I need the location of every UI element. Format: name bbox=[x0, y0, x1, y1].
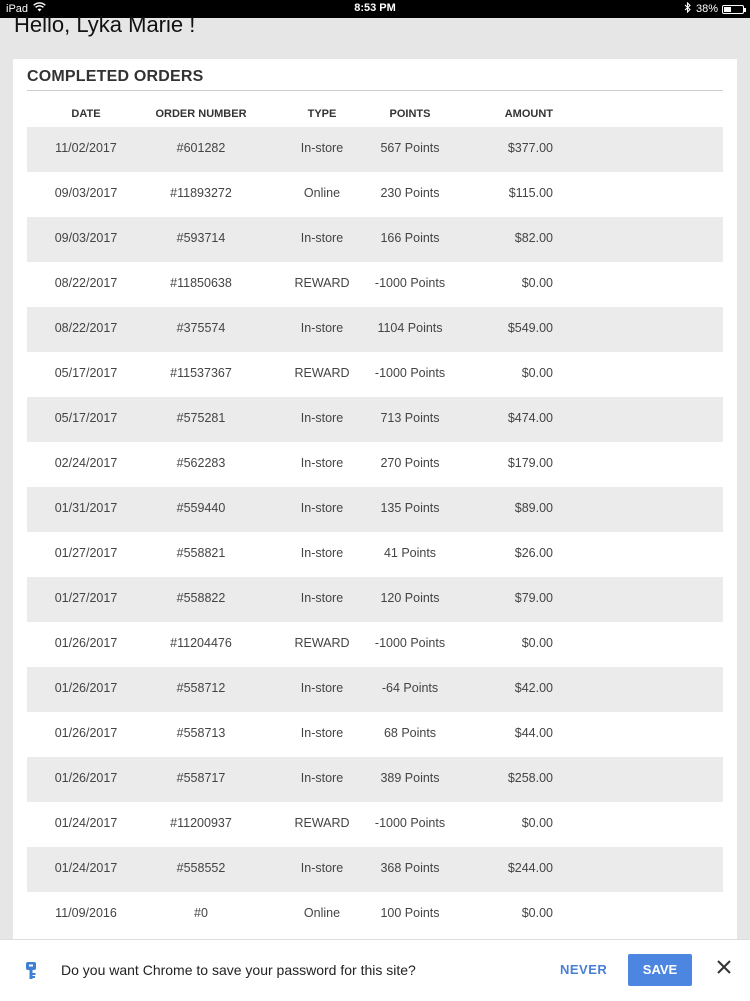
order-points: 68 Points bbox=[383, 726, 437, 740]
header-type: TYPE bbox=[307, 108, 337, 120]
order-points: 120 Points bbox=[380, 591, 440, 605]
table-row bbox=[27, 352, 723, 397]
order-points: -1000 Points bbox=[374, 816, 446, 830]
order-points: 713 Points bbox=[380, 411, 440, 425]
save-button[interactable]: SAVE bbox=[628, 954, 692, 986]
table-row bbox=[27, 397, 723, 442]
order-amount: $244.00 bbox=[507, 861, 553, 875]
order-number: #558821 bbox=[176, 546, 226, 560]
order-date: 08/22/2017 bbox=[54, 321, 118, 335]
order-points: -1000 Points bbox=[374, 636, 446, 650]
order-points: 389 Points bbox=[380, 771, 440, 785]
order-number: #558717 bbox=[176, 771, 226, 785]
order-points: 135 Points bbox=[380, 501, 440, 515]
order-type: In-store bbox=[300, 411, 344, 425]
order-amount: $0.00 bbox=[521, 816, 553, 830]
order-points: 1104 Points bbox=[377, 321, 443, 335]
order-points: 41 Points bbox=[383, 546, 437, 560]
order-amount: $89.00 bbox=[514, 501, 553, 515]
close-icon[interactable] bbox=[715, 958, 733, 976]
order-number: #558552 bbox=[176, 861, 226, 875]
table-row bbox=[27, 487, 723, 532]
order-date: 05/17/2017 bbox=[54, 411, 118, 425]
status-right bbox=[684, 2, 744, 16]
key-icon bbox=[24, 962, 38, 980]
order-amount: $42.00 bbox=[514, 681, 553, 695]
table-row bbox=[27, 307, 723, 352]
order-type: In-store bbox=[300, 681, 344, 695]
order-amount: $82.00 bbox=[514, 231, 553, 245]
order-date: 01/26/2017 bbox=[54, 681, 118, 695]
order-type: Online bbox=[303, 186, 341, 200]
table-row bbox=[27, 442, 723, 487]
table-row bbox=[27, 667, 723, 712]
save-password-message: Do you want Chrome to save your password for this site? bbox=[61, 962, 416, 978]
order-type: In-store bbox=[300, 456, 344, 470]
order-number: #558822 bbox=[176, 591, 226, 605]
order-number: #559440 bbox=[176, 501, 226, 515]
never-button[interactable]: NEVER bbox=[560, 962, 608, 977]
order-date: 01/24/2017 bbox=[54, 816, 118, 830]
status-time: 8:53 PM bbox=[354, 2, 396, 14]
order-date: 01/26/2017 bbox=[54, 636, 118, 650]
order-amount: $474.00 bbox=[507, 411, 553, 425]
battery-icon bbox=[722, 5, 744, 14]
order-amount: $79.00 bbox=[514, 591, 553, 605]
order-amount: $0.00 bbox=[521, 276, 553, 290]
table-row bbox=[27, 847, 723, 892]
order-amount: $26.00 bbox=[514, 546, 553, 560]
order-number: #375574 bbox=[176, 321, 226, 335]
order-date: 05/17/2017 bbox=[54, 366, 118, 380]
order-type: REWARD bbox=[294, 276, 350, 290]
order-date: 01/26/2017 bbox=[54, 726, 118, 740]
order-points: 166 Points bbox=[380, 231, 440, 245]
order-type: In-store bbox=[300, 546, 344, 560]
order-date: 09/03/2017 bbox=[54, 186, 118, 200]
completed-orders-card bbox=[13, 59, 737, 949]
order-date: 01/26/2017 bbox=[54, 771, 118, 785]
header-points: POINTS bbox=[389, 108, 431, 120]
order-amount: $115.00 bbox=[508, 186, 553, 200]
order-type: In-store bbox=[300, 231, 344, 245]
order-points: -1000 Points bbox=[374, 276, 446, 290]
table-row bbox=[27, 757, 723, 802]
header-date: DATE bbox=[71, 108, 101, 120]
order-points: -1000 Points bbox=[374, 366, 446, 380]
card-title: COMPLETED ORDERS bbox=[27, 68, 204, 85]
order-date: 01/27/2017 bbox=[54, 546, 118, 560]
order-number: #0 bbox=[194, 906, 208, 920]
order-type: In-store bbox=[300, 591, 344, 605]
order-date: 11/02/2017 bbox=[55, 141, 117, 155]
bluetooth-icon bbox=[684, 2, 692, 16]
order-number: #11893272 bbox=[170, 186, 232, 200]
table-row bbox=[27, 532, 723, 577]
order-type: Online bbox=[303, 906, 341, 920]
order-date: 01/24/2017 bbox=[54, 861, 118, 875]
order-type: REWARD bbox=[294, 816, 350, 830]
table-header bbox=[27, 108, 723, 124]
order-date: 11/09/2016 bbox=[55, 906, 117, 920]
table-row bbox=[27, 127, 723, 172]
order-date: 01/27/2017 bbox=[54, 591, 118, 605]
order-type: REWARD bbox=[294, 636, 350, 650]
order-amount: $549.00 bbox=[507, 321, 553, 335]
table-row bbox=[27, 712, 723, 757]
order-number: #11537367 bbox=[170, 366, 232, 380]
order-amount: $44.00 bbox=[514, 726, 553, 740]
save-password-banner bbox=[0, 939, 750, 1001]
order-date: 09/03/2017 bbox=[54, 231, 118, 245]
order-points: 100 Points bbox=[380, 906, 440, 920]
order-type: In-store bbox=[300, 321, 344, 335]
order-amount: $0.00 bbox=[521, 366, 553, 380]
order-number: #558713 bbox=[176, 726, 226, 740]
orders-table-body bbox=[27, 127, 723, 937]
order-amount: $0.00 bbox=[521, 906, 553, 920]
device-name: iPad bbox=[6, 2, 29, 15]
order-date: 02/24/2017 bbox=[54, 456, 118, 470]
order-type: In-store bbox=[300, 141, 344, 155]
header-order-number: ORDER NUMBER bbox=[155, 108, 247, 120]
order-amount: $377.00 bbox=[507, 141, 553, 155]
order-points: 270 Points bbox=[380, 456, 440, 470]
card-divider bbox=[27, 90, 723, 91]
battery-percent: 38% bbox=[695, 3, 718, 15]
header-amount: AMOUNT bbox=[504, 108, 553, 120]
order-points: -64 Points bbox=[381, 681, 439, 695]
order-type: In-store bbox=[300, 501, 344, 515]
order-type: In-store bbox=[300, 861, 344, 875]
order-points: 230 Points bbox=[380, 186, 440, 200]
order-points: 567 Points bbox=[380, 141, 440, 155]
order-number: #593714 bbox=[176, 231, 226, 245]
table-row bbox=[27, 262, 723, 307]
order-type: In-store bbox=[300, 771, 344, 785]
table-row bbox=[27, 172, 723, 217]
order-number: #11850638 bbox=[170, 276, 232, 290]
order-amount: $0.00 bbox=[521, 636, 553, 650]
order-type: REWARD bbox=[294, 366, 350, 380]
table-row bbox=[27, 577, 723, 622]
order-date: 08/22/2017 bbox=[54, 276, 118, 290]
order-number: #575281 bbox=[176, 411, 226, 425]
table-row bbox=[27, 622, 723, 667]
table-row bbox=[27, 217, 723, 262]
order-number: #11200937 bbox=[170, 816, 232, 830]
order-number: #558712 bbox=[176, 681, 226, 695]
order-date: 01/31/2017 bbox=[54, 501, 118, 515]
table-row bbox=[27, 802, 723, 847]
order-number: #562283 bbox=[176, 456, 226, 470]
order-type: In-store bbox=[300, 726, 344, 740]
greeting: Hello, Lyka Marie ! bbox=[14, 12, 196, 37]
order-amount: $258.00 bbox=[507, 771, 553, 785]
order-number: #11204476 bbox=[170, 636, 232, 650]
order-points: 368 Points bbox=[380, 861, 440, 875]
battery-fill bbox=[724, 7, 731, 12]
order-amount: $179.00 bbox=[507, 456, 553, 470]
table-row bbox=[27, 892, 723, 937]
order-number: #601282 bbox=[176, 141, 226, 155]
